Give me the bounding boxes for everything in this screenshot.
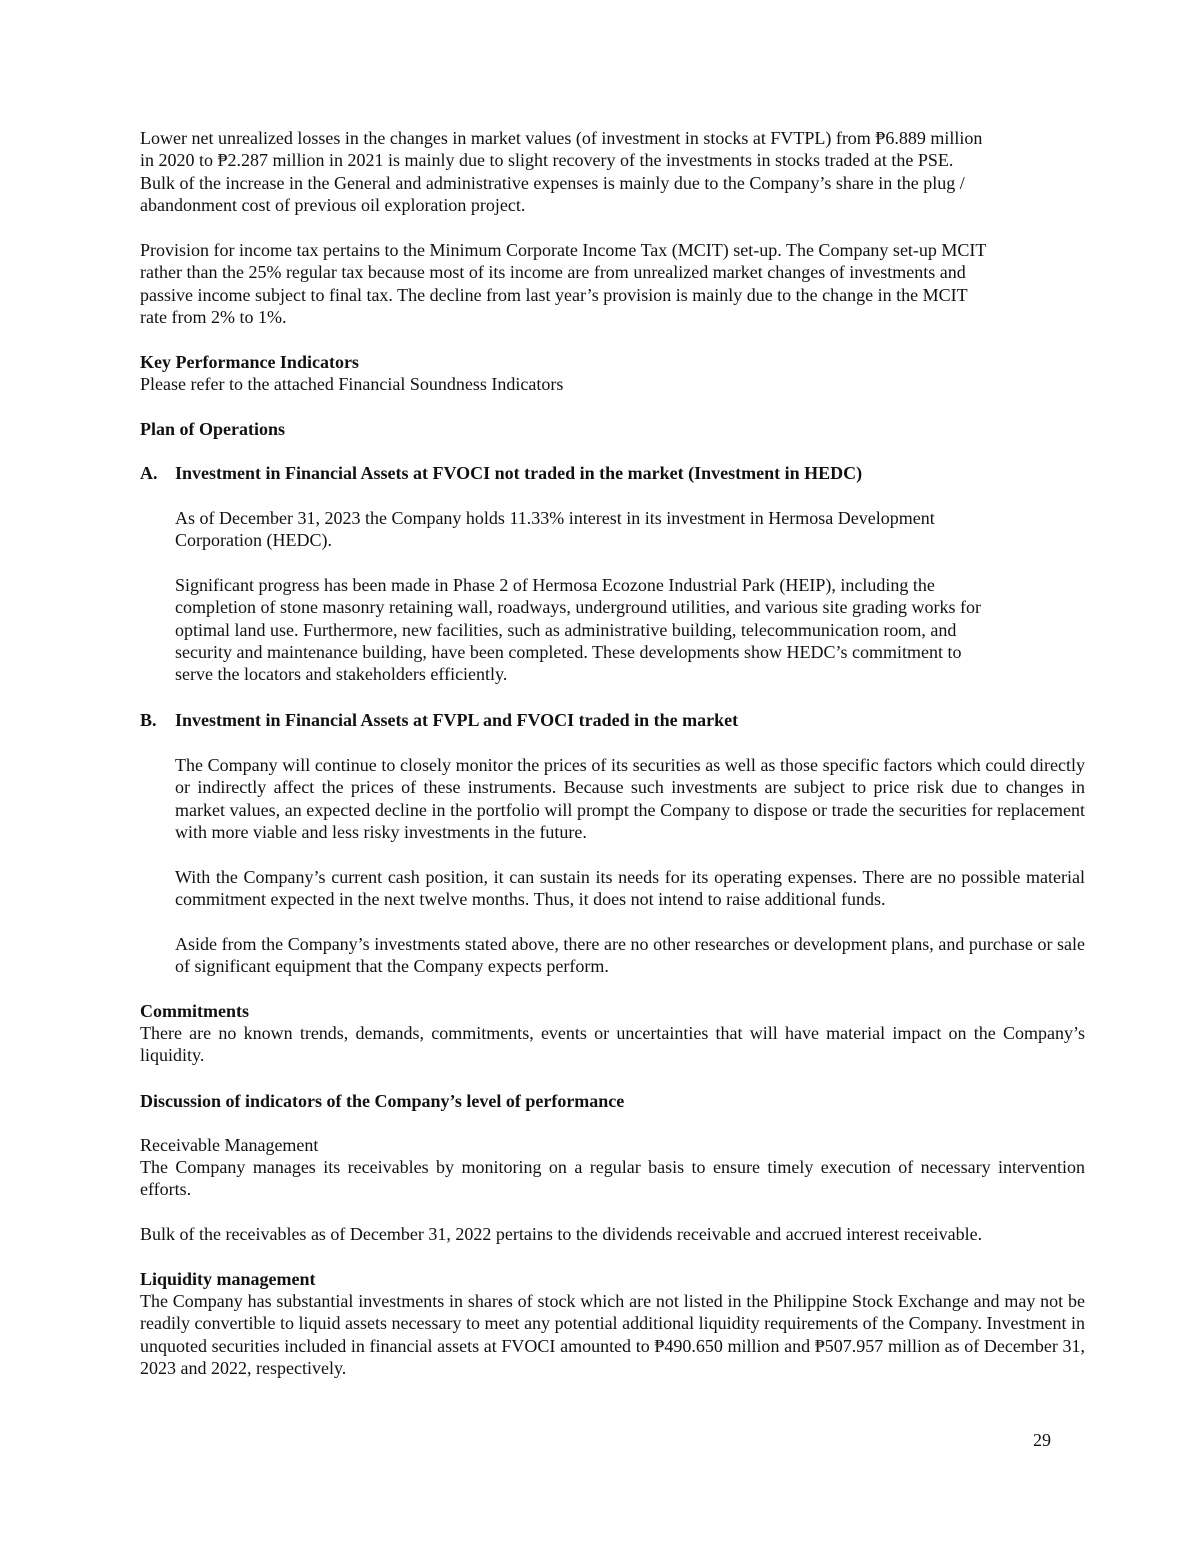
page-number: 29 — [1033, 1430, 1051, 1450]
receivable-text: The Company manages its receivables by monitoring on a regular basis to ensure timely execution of necessary intervention efforts. — [140, 1157, 1085, 1200]
plan-heading: Plan of Operations — [140, 419, 286, 439]
kpi-heading: Key Performance Indicators — [140, 352, 359, 372]
discussion-heading: Discussion of indicators of the Company’s level of performance — [140, 1091, 625, 1111]
section-b-letter: B. — [140, 710, 157, 730]
section-a-paragraph-2: Significant progress has been made in Phase 2 of Hermosa Ecozone Industrial Park (HEIP), including the completion of stone masonry retaining wall, roadways, underground utilities, and various site grading works for optimal land use. Furthermore, new facilities, such as administrative building, telecommunication room, and security and maintenance building, have been completed. These developments show HEDC’s commitment to serve the locators and stakeholders efficiently. — [175, 575, 982, 685]
receivable-heading: Receivable Management — [140, 1135, 319, 1155]
liquidity-text: The Company has substantial investments in shares of stock which are not listed in the Philippine Stock Exchange and may not be readily convertible to liquid assets necessary to meet any potential additional liquidity requirements of the Company. Investment in unquoted securities included in financial assets at FVOCI amounted to ₱490.650 million and ₱507.957 million as of December 31, 2023 and 2022, respectively. — [140, 1291, 1085, 1378]
section-b-paragraph-2: With the Company’s current cash position, it can sustain its needs for its operating expenses. There are no possible material commitment expected in the next twelve months. Thus, it does not intend to raise additional funds. — [175, 867, 1085, 910]
intro-paragraph-2: Provision for income tax pertains to the Minimum Corporate Income Tax (MCIT) set-up. The Company set-up MCIT rather than the 25% regular tax because most of its income are from unrealized market changes of investments and passive income subject to final tax. The decline from last year’s provision is mainly due to the change in the MCIT rate from 2% to 1%. — [140, 240, 987, 327]
section-b-title: Investment in Financial Assets at FVPL and FVOCI traded in the market — [175, 710, 739, 730]
kpi-text: Please refer to the attached Financial Soundness Indicators — [140, 374, 564, 394]
liquidity-heading: Liquidity management — [140, 1269, 316, 1289]
intro-paragraph-1: Lower net unrealized losses in the changes in market values (of investment in stocks at FVTPL) from ₱6.889 million in 2020 to ₱2.287 million in 2021 is mainly due to slight recovery of the investments in stocks traded at the PSE. Bulk of the increase in the General and administrative expenses is mainly due to the Company’s share in the plug / abandonment cost of previous oil exploration project. — [140, 128, 983, 215]
section-a-letter: A. — [140, 463, 158, 483]
commitments-heading: Commitments — [140, 1001, 249, 1021]
section-a-paragraph-1: As of December 31, 2023 the Company holds 11.33% interest in its investment in Hermosa Development Corporation (HEDC). — [175, 508, 935, 551]
section-b-paragraph-3: Aside from the Company’s investments stated above, there are no other researches or development plans, and purchase or sale of significant equipment that the Company expects perform. — [175, 934, 1085, 977]
section-a-title: Investment in Financial Assets at FVOCI not traded in the market (Investment in HEDC) — [175, 463, 863, 483]
commitments-text: There are no known trends, demands, commitments, events or uncertainties that will have material impact on the Company’s liquidity. — [140, 1023, 1085, 1066]
section-b-paragraph-1: The Company will continue to closely monitor the prices of its securities as well as those specific factors which could directly or indirectly affect the prices of these instruments. Because such investments are subject to price risk due to changes in market values, an expected decline in the portfolio will prompt the Company to dispose or trade the securities for replacement with more viable and less risky investments in the future. — [175, 755, 1085, 842]
receivable-paragraph-2: Bulk of the receivables as of December 31, 2022 pertains to the dividends receivable and accrued interest receivable. — [140, 1224, 983, 1244]
